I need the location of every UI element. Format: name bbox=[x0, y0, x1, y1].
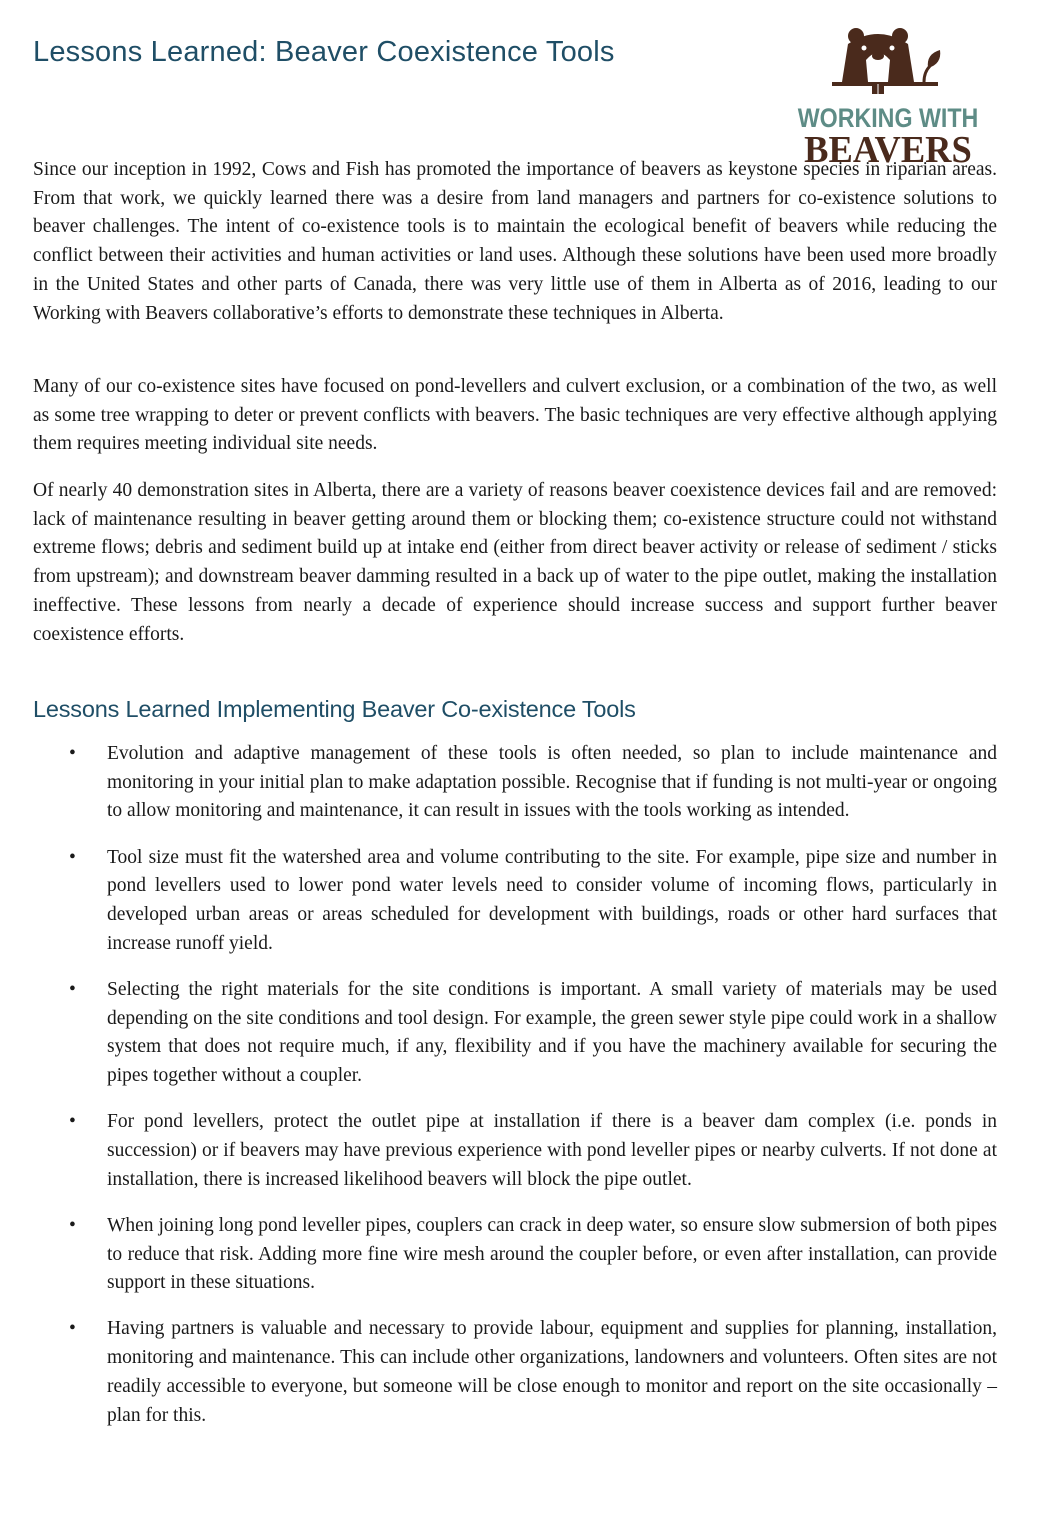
list-item-text: When joining long pond leveller pipes, couplers can crack in deep water, so ensure slow submersion of both pipes to reduce that risk. Adding more fine wire mesh around the coupler before, or even after installation, can provide support in these situations. bbox=[107, 1214, 997, 1294]
page-title: Lessons Learned: Beaver Coexistence Tools bbox=[33, 36, 615, 68]
bullet-icon: • bbox=[69, 1111, 76, 1133]
intro-paragraph: Since our inception in 1992, Cows and Fish has promoted the importance of beavers as keystone species in riparian areas. From that work, we quickly learned there was a desire from land managers and partners for co-existence solutions to beaver challenges. The intent of co-existence tools is to maintain the ecological benefit of beavers while reducing the conflict between their activities and human activities or land uses. Although these solutions have been used more broadly in the United States and other parts of Canada, there was very little use of them in Alberta as of 2016, leading to our Working with Beavers collaborative’s efforts to demonstrate these techniques in Alberta. bbox=[33, 159, 997, 324]
list-item-text: Having partners is valuable and necessary to provide labour, equipment and supplies for planning, installation, monitoring and maintenance. This can include other organizations, landowners and volunteers. Often sites are not readily accessible to everyone, but someone will be close enough to monitor and report on the site occasionally – plan for this. bbox=[107, 1318, 997, 1426]
beaver-logo-icon bbox=[828, 24, 948, 104]
working-with-beavers-logo bbox=[778, 24, 998, 171]
lessons-list bbox=[0, 740, 1039, 1448]
list-item-text: Selecting the right materials for the site conditions is important. A small variety of materials may be used depending on the site conditions and tool design. For example, the green sewer style pipe could work in a shallow system that does not require much, if any, flexibility and if you have the machinery available for securing the pipes together without a coupler. bbox=[107, 978, 997, 1087]
list-item bbox=[0, 844, 997, 959]
failure-reasons-paragraph: Of nearly 40 demonstration sites in Alberta, there are a variety of reasons beaver coexistence devices fail and are removed: lack of maintenance resulting in beaver getting around them or blocking them; co-existence structure could not withstand extreme flows; debris and sediment build up at intake end (either from direct beaver activity or release of sediment / sticks from upstream); and downstream beaver damming resulted in a back up of water to the pipe outlet, making the installation ineffective. These lessons from nearly a decade of experience should increase success and support further beaver coexistence efforts. bbox=[33, 480, 997, 645]
list-item bbox=[0, 1108, 997, 1194]
bullet-icon: • bbox=[69, 1214, 76, 1236]
list-item-text: Evolution and adaptive management of these tools is often needed, so plan to include maintenance and monitoring in your initial plan to make adaptation possible. Recognise that if funding is not multi-year or ongoing to allow monitoring and maintenance, it can result in issues with the tools working as intended. bbox=[107, 743, 997, 822]
logo-text-working-with: WORKING WITH bbox=[797, 103, 979, 133]
section-heading: Lessons Learned Implementing Beaver Co-existence Tools bbox=[33, 696, 636, 722]
list-item bbox=[0, 1315, 997, 1430]
list-item bbox=[0, 976, 997, 1091]
sites-paragraph: Many of our co-existence sites have focused on pond-levellers and culvert exclusion, or a combination of the two, as well as some tree wrapping to deter or prevent conflicts with beavers. The basic techniques are very effective although applying them requires meeting individual site needs. bbox=[33, 376, 997, 455]
list-item bbox=[0, 740, 997, 826]
list-item-text: For pond levellers, protect the outlet pipe at installation if there is a beaver dam complex (i.e. ponds in succession) or if beavers may have previous experience with pond leveller pipes or nearby culverts. If not done at installation, there is increased likelihood beavers will block the pipe outlet. bbox=[107, 1111, 997, 1190]
bullet-icon: • bbox=[69, 743, 76, 764]
list-item bbox=[0, 1212, 997, 1298]
bullet-icon: • bbox=[69, 846, 76, 868]
list-item-text: Tool size must fit the watershed area and volume contributing to the site. For example, pipe size and number in pond levellers used to lower pond water levels need to consider volume of incoming flows, particularly in developed urban areas or areas scheduled for development with buildings, roads or other hard surfaces that increase runoff yield. bbox=[107, 846, 997, 954]
logo-text-beavers: BEAVERS bbox=[804, 129, 972, 171]
bullet-icon: • bbox=[69, 978, 76, 1000]
bullet-icon: • bbox=[69, 1318, 76, 1340]
